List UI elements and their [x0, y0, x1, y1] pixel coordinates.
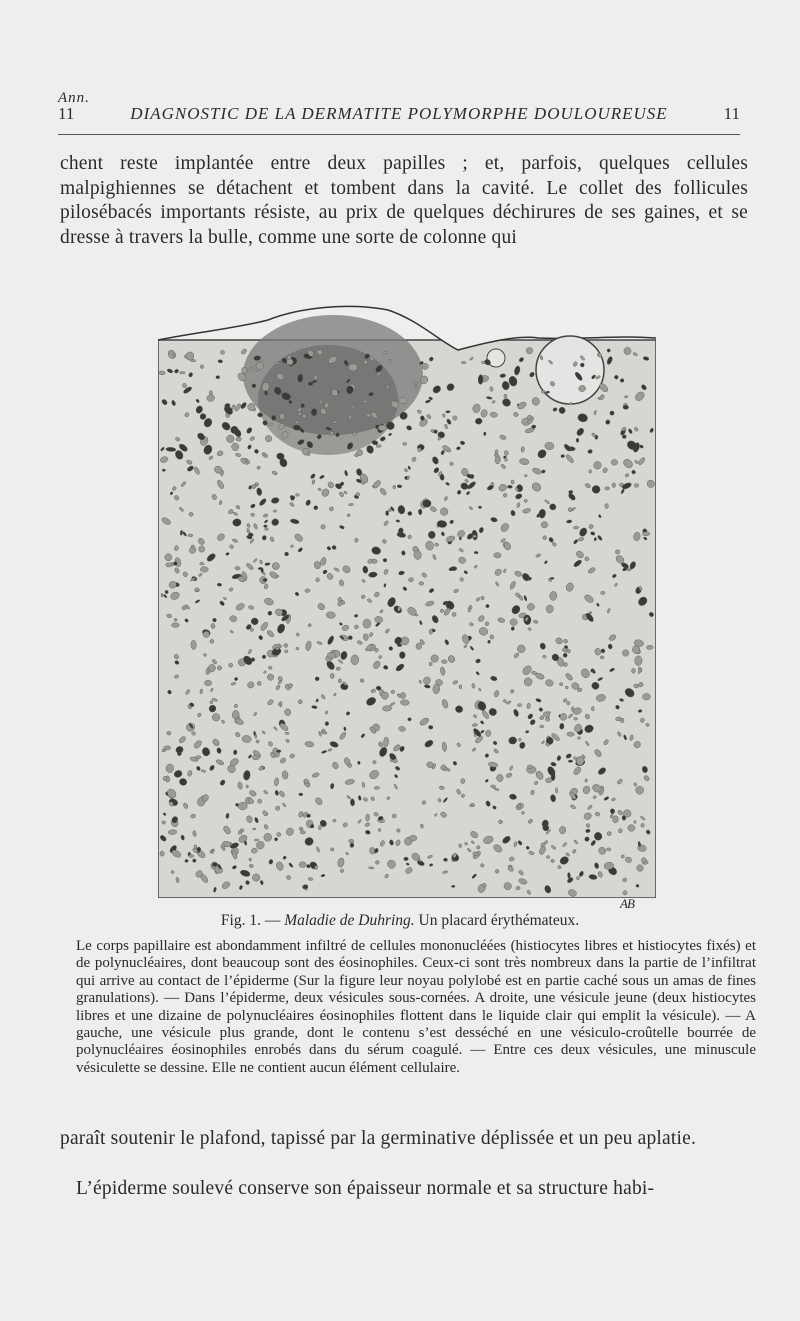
histology-illustration — [158, 280, 656, 898]
paragraph-after-figure: paraît soutenir le plafond, tapissé par la germinative déplissée et un peu aplatie. — [60, 1128, 697, 1149]
paragraph-last: L’épiderme soulevé conserve son épaisseur normale et sa structure habi- — [76, 1178, 655, 1199]
header-rule — [58, 134, 740, 135]
figure-caption-text: Le corps papillaire est abondamment infiltré de cellules mononucléées (histiocytes libres et histiocytes fixés) et de polynucléaires, dont beaucoup sont des éosinophiles. Ceux-ci sont très nombreux dans la partie de l’infiltrat qui arrive au contact de l’épiderme (Sur la figure leur noyau polylobé est en partie caché sous un amas de fines granulations). — Dans l’épiderme, deux vésicules sous-cornées. A droite, une vésicule jeune (deux histiocytes libres et une dizaine de polynucléaires éosinophiles flottent dans le liquide clair qui emplit la vésicule). — A gauche, une vésicule plus grande, dont le contenu s’est desséché en une vésiculo-croûtelle bourrée de polynucléaires éosinophiles enrobés dans du sérum coagulé. — Entre ces deux vésicules, une minuscule vésiculette se dessine. Elle ne contient aucun élément cellulaire. — [76, 938, 756, 1076]
caption-label: Fig. 1. — — [220, 912, 285, 929]
page-number-right: 11 — [723, 104, 740, 123]
running-head-ann: Ann. — [58, 90, 90, 106]
paragraph-top: chent reste implantée entre deux papilles ; et, parfois, quelques cellules malpighiennes se détachent et tombent dans la cavité. Le collet des follicules pilosébacés importants résiste, au prix de quelques déchirures de ses gaines, et se dresse à travers la bulle, comme une sorte de colonne qui — [60, 153, 748, 248]
running-title: DIAGNOSTIC DE LA DERMATITE POLYMORPHE DOULOUREUSE — [130, 104, 668, 123]
figure-caption-title — [0, 912, 800, 930]
histology-figure — [158, 280, 656, 898]
caption-title-italic: Maladie de Duhring. — [284, 912, 415, 929]
page-number-left: 11 — [58, 104, 75, 123]
page-header — [58, 104, 740, 124]
caption-subtitle: Un placard érythémateux. — [414, 912, 580, 929]
artist-signature: AB — [620, 896, 634, 911]
